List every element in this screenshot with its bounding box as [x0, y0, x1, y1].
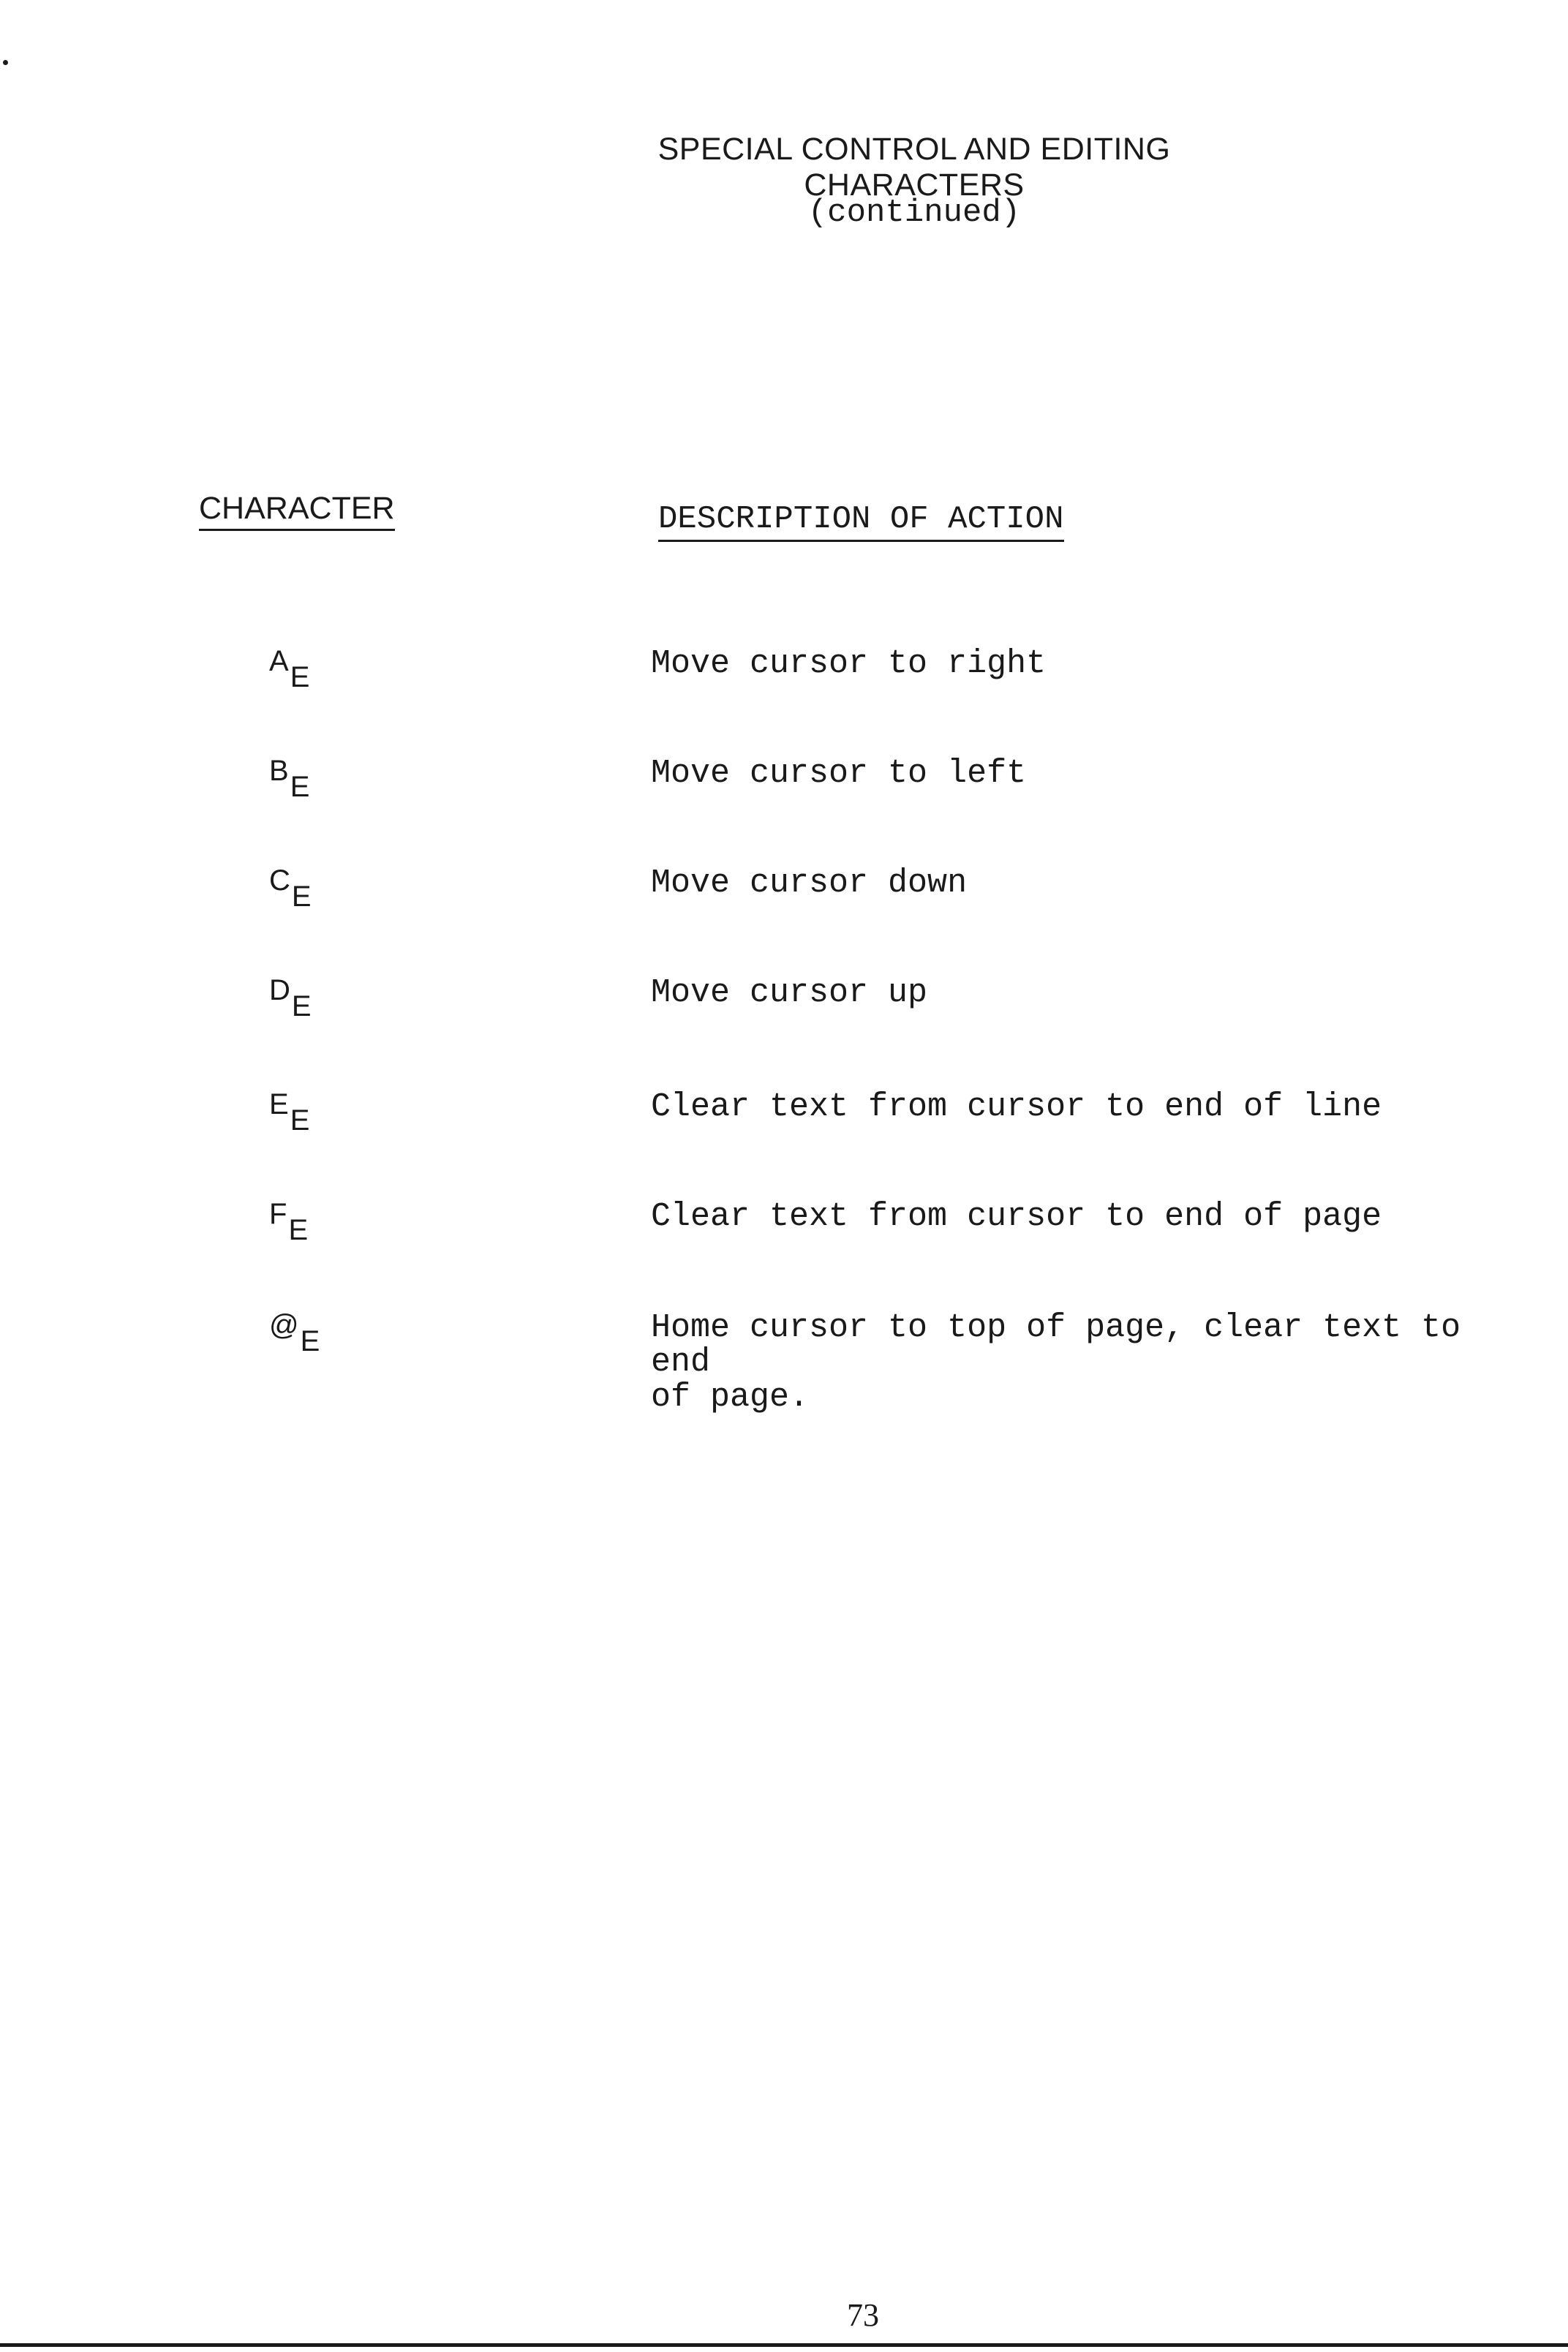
character-subscript: E: [288, 1214, 309, 1246]
character-letter: @: [269, 1309, 299, 1341]
margin-speck: [3, 60, 8, 65]
table-row: [0, 1090, 1568, 1177]
page-subtitle: (continued): [807, 195, 1021, 231]
description-cell: Clear text from cursor to end of line: [651, 1088, 1382, 1126]
character-subscript: E: [290, 771, 310, 803]
description-cell: Move cursor down: [651, 864, 968, 902]
character-letter: F: [269, 1198, 287, 1230]
table-row: [0, 647, 1568, 734]
description-cell: Move cursor to left: [651, 755, 1027, 792]
description-cell: Move cursor to right: [651, 645, 1047, 682]
character-cell: [269, 1198, 309, 1246]
character-cell: [269, 645, 310, 693]
table-row: [0, 756, 1568, 844]
character-subscript: E: [291, 990, 312, 1022]
page-number: 73: [847, 2297, 879, 2333]
character-cell: [269, 1309, 320, 1357]
column-header-character: CHARACTER: [199, 491, 395, 531]
table-row: [0, 866, 1568, 954]
table-row: [0, 1199, 1568, 1287]
character-letter: C: [269, 864, 290, 897]
character-subscript: E: [290, 1104, 310, 1137]
description-cell: Move cursor up: [651, 974, 928, 1011]
character-cell: [269, 974, 312, 1022]
character-cell: [269, 755, 310, 803]
page-title: SPECIAL CONTROL AND EDITING CHARACTERS: [657, 132, 1171, 203]
table-row: [0, 1309, 1568, 1416]
character-letter: E: [269, 1088, 289, 1120]
character-subscript: E: [291, 881, 312, 913]
character-cell: [269, 864, 312, 913]
character-subscript: E: [290, 661, 310, 693]
description-cell: Clear text from cursor to end of page: [651, 1198, 1382, 1235]
character-cell: [269, 1088, 310, 1137]
bottom-rule: [0, 2343, 1568, 2347]
description-cell: Home cursor to top of page, clear text to end of page.: [651, 1309, 1461, 1416]
character-letter: D: [269, 974, 290, 1006]
character-letter: A: [269, 645, 289, 677]
table-row: [0, 976, 1568, 1063]
column-header-description: DESCRIPTION OF ACTION: [658, 502, 1064, 542]
character-subscript: E: [300, 1325, 320, 1357]
character-letter: B: [269, 755, 289, 787]
